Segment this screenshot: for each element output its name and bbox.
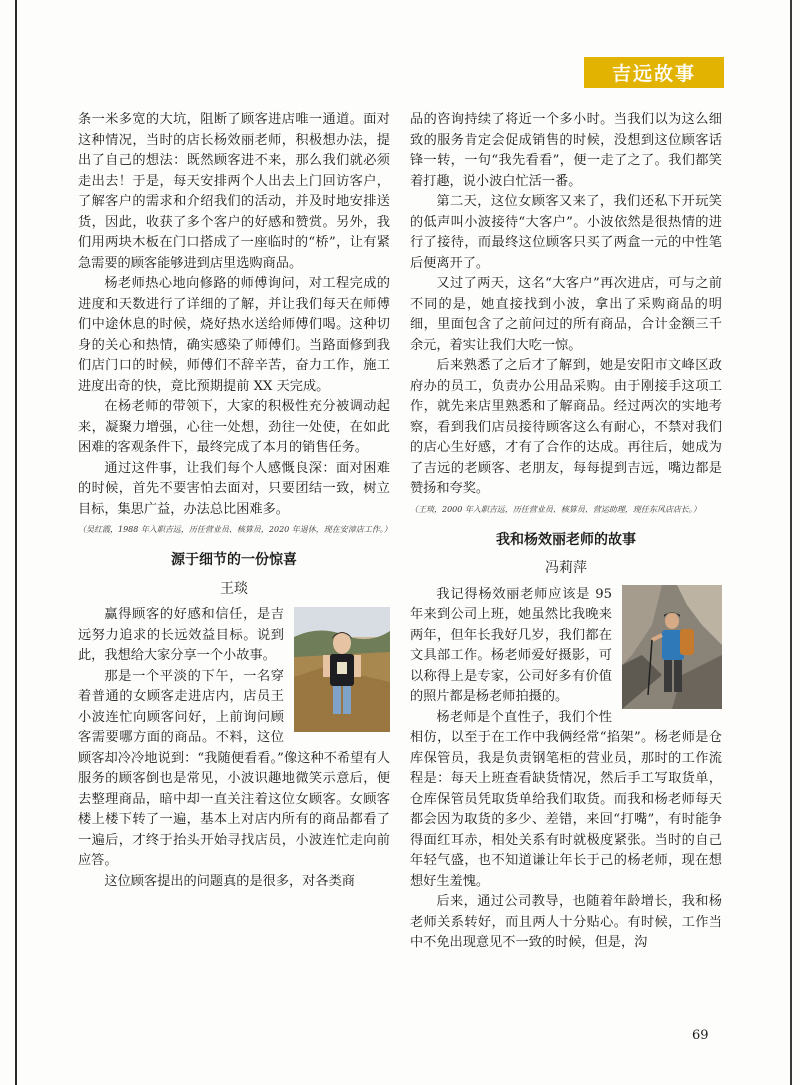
- paragraph: 杨老师是个直性子，我们个性相仿，以至于在工作中我俩经常“掐架”。杨老师是仓库保管员，我是负责钢笔柜的营业员，那时的工作流程是：每天上班查看缺货情况，然后手工写取货单，仓库保管员凭取货单给我们取货。而我和杨老师每天都会因为取货的多少、差错，来回“打嘴”，有时能争得面红耳赤，相处关系有时就极度紧张。当时的自己年轻气盛，也不知道谦让年长于己的杨老师，现在想想好生羞愧。: [410, 709, 722, 889]
- paragraph: 这位顾客提出的问题真的是很多，对各类商: [104, 873, 355, 889]
- paragraph: 后来，通过公司教导，也随着年龄增长，我和杨老师关系转好，而且两人十分贴心。有时候，工作当中不免出现意见不一致的时候，但是，沟: [410, 894, 722, 950]
- page-number: 69: [692, 1028, 709, 1043]
- paragraph: 又过了两天，这名“大客户”再次进店，可与之前不同的是，她直接找到小波，拿出了采购商品的明细，里面包含了之前问过的所有商品，合计金额三千余元，着实让我们大吃一惊。: [410, 276, 722, 353]
- story-author: 冯莉萍: [545, 560, 587, 576]
- hiker-image: [622, 585, 722, 709]
- paragraph: 我记得杨效丽老师应该是 95 年来到公司上班，她虽然比我晚来两年，但年长我好几岁，我们都在文具部工作。杨老师爱好摄影，可以称得上是专家，公司好多有价值的照片都是杨老师拍摄的。: [410, 586, 612, 704]
- author-photo-feng: [622, 585, 722, 709]
- paragraph: 品的咨询持续了将近一个多小时。当我们以为这么细致的服务肯定会促成销售的时候，没想到这位顾客话锋一转，一句“我先看看”，便一走了之了。我们都笑着打趣，说小波白忙活一番。: [410, 112, 722, 189]
- story-title: 源于细节的一份惊喜: [171, 552, 297, 568]
- story-author: 王琰: [220, 580, 248, 597]
- paragraph: 条一米多宽的大坑，阻断了顾客进店唯一通道。面对这种情况，当时的店长杨效丽老师，积极想办法，提出了自己的想法：既然顾客进不来，那么我们就必须走出去！于是，每天安排两个人出去上门回访客户，了解客户的需求和介绍我们的活动，并及时地安排送货，因此，收获了多个客户的好感和赞赏。另外，我们用两块木板在门口搭成了一座临时的“桥”，让有紧急需要的顾客能够进到店里选购商品。: [78, 112, 390, 271]
- paragraph: 那是一个平淡的下午，一名穿着普通的女顾客走进店内，店员王小波连忙向顾客问好，上前询问顾客需要哪方面的商品。不料，这位顾客却冷冷地说到：“我随便看看。”像这种不希望有人服务的顾客倒也是常见，小波识趣地微笑示意后，便去整理商品，暗中却一直关注着这位女顾客。女顾客楼上楼下转了一遍，基本上对店内所有的商品都看了一遍后，才终于抬头开始寻找店员，小波连忙走向前应答。: [78, 668, 390, 868]
- author-note: （王琰，2000 年入职吉远，历任营业员、核算员、营运助理，现任东风店店长。）: [410, 504, 701, 514]
- paragraph: 后来熟悉了之后才了解到，她是安阳市文峰区政府办的员工，负责办公用品采购。由于刚接手这项工作，就先来店里熟悉和了解商品。经过两次的实地考察，看到我们店员接待顾客这么有耐心，不禁对我们的店心生好感，才有了合作的达成。再往后，她成为了吉远的老顾客、老朋友，每每提到吉远，嘴边都是赞扬和夸奖。: [410, 358, 722, 496]
- right-edge-rule: [790, 0, 792, 1085]
- section-tab: 吉远故事: [584, 57, 724, 88]
- right-column: [410, 110, 722, 954]
- paragraph: 杨老师热心地向修路的师傅询问，对工程完成的进度和天数进行了详细的了解，并让我们每天在师傅们中途休息的时候，烧好热水送给师傅们喝。这种切身的关心和热情，确实感染了师傅们。当路面修到我们店门口的时候，师傅们不辞辛苦，奋力工作，施工进度出奇的快，竟比预期提前 XX 天完成。: [78, 276, 390, 394]
- portrait-image: [294, 607, 390, 732]
- story-title: 我和杨效丽老师的故事: [496, 531, 636, 548]
- left-column: [78, 110, 390, 892]
- paragraph: 第二天，这位女顾客又来了，我们还私下开玩笑的低声叫小波接待“大客户”。小波依然是很热情的进行了接待，而最终这位顾客只买了两盒一元的中性笔后便离开了。: [410, 194, 722, 271]
- paragraph: 在杨老师的带领下，大家的积极性充分被调动起来，凝聚力增强，心往一处想，劲往一处使，在如此困难的客观条件下，最终完成了本月的销售任务。: [78, 399, 390, 455]
- left-edge-rule: [15, 0, 17, 1085]
- author-note: （吴红霞，1988 年入职吉远，历任营业员、核算员，2020 年退休，现在安漳店工作。）: [78, 525, 392, 534]
- paragraph: 通过这件事，让我们每个人感慨良深：面对困难的时候，首先不要害怕去面对，只要团结一致，树立目标，集思广益，办法总比困难多。: [78, 460, 390, 517]
- paragraph: 赢得顾客的好感和信任，是吉远努力追求的长远效益目标。说到此，我想给大家分享一个小故事。: [78, 607, 284, 663]
- author-photo-wang: [294, 607, 390, 732]
